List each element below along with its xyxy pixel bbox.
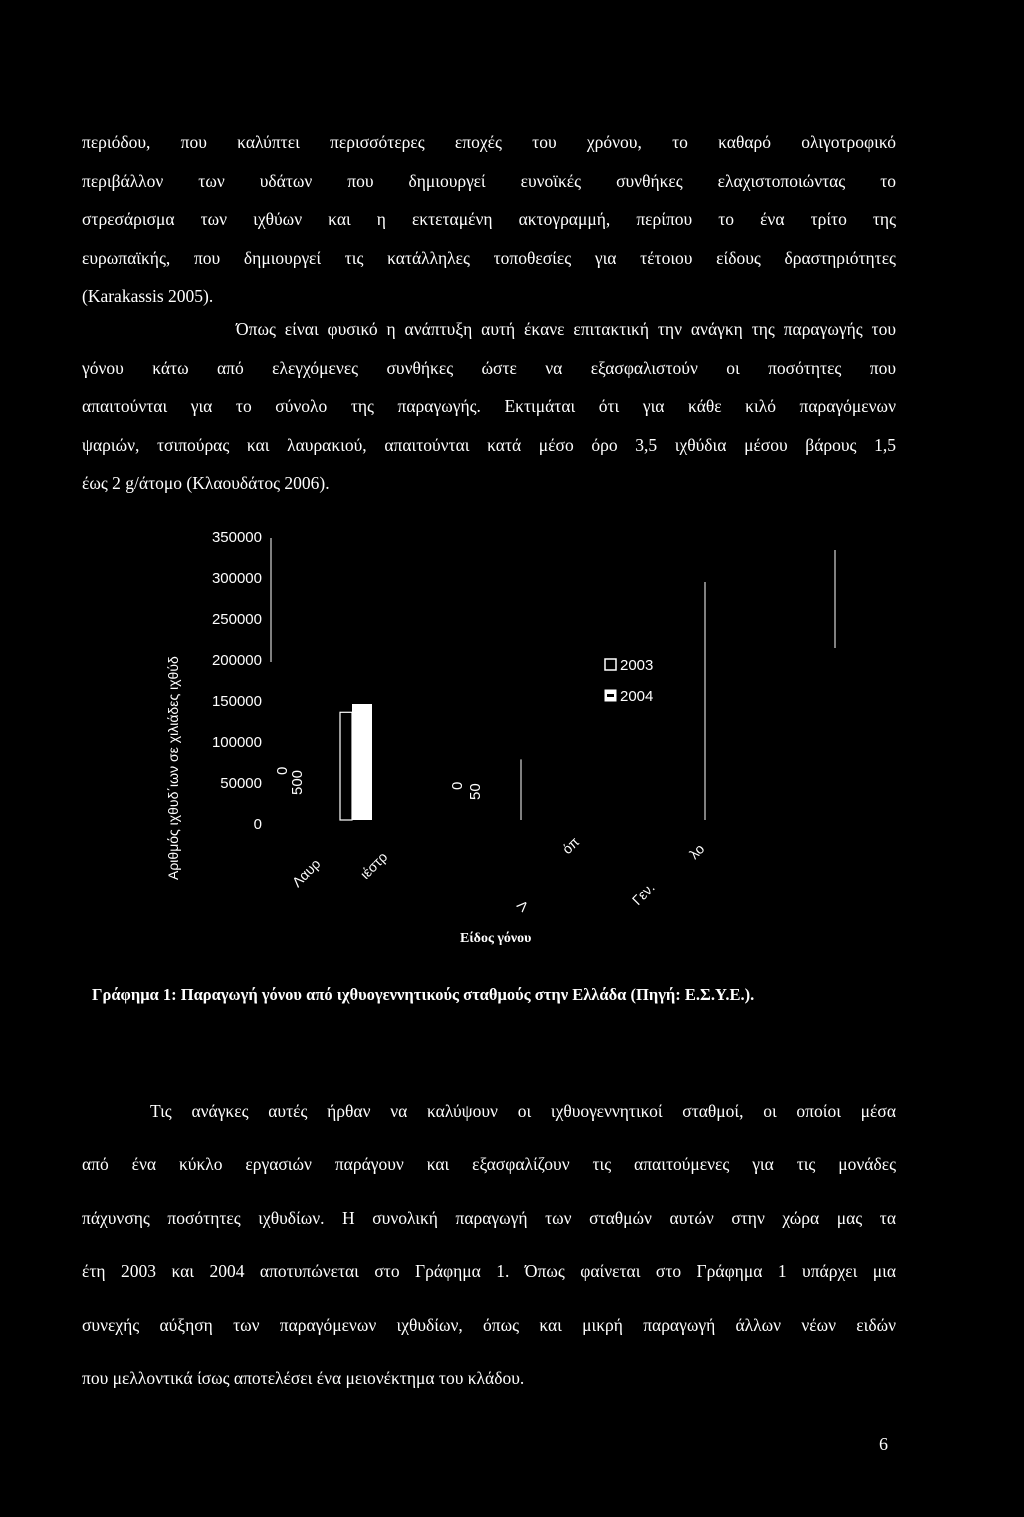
text-line: πάχυνσης ποσότητες ιχθυδίων. Η συνολική παραγωγή των σταθμών αυτών στην χώρα μας τα <box>82 1207 896 1228</box>
text-line: γόνου κάτω από ελεγχόμενες συνθήκες ώστε να εξασφαλιστούν οι ποσότητες που <box>82 357 896 378</box>
bars <box>340 704 372 820</box>
y-tick-label: 50000 <box>220 775 262 792</box>
paragraph-1 <box>82 123 896 316</box>
legend <box>605 657 653 705</box>
text-line: στρεσάρισμα των ιχθύων και η εκτεταμένη ακτογραμμή, περίπου το ένα τρίτο της <box>82 209 896 229</box>
text-line: που μελλοντικά ίσως αποτελέσει ένα μειονέκτημα του κλάδου. <box>82 1368 525 1388</box>
text-line: απαιτούνται για το σύνολο της παραγωγής. Εκτιμάται ότι για κάθε κιλό παραγόμενων <box>82 396 896 416</box>
text-line: Όπως είναι φυσικό η ανάπτυξη αυτή έκανε επιτακτική την ανάγκη της παραγωγής του <box>236 319 896 339</box>
category-label: όπ <box>558 833 583 858</box>
legend-label-2004: 2004 <box>620 688 654 705</box>
bar-2004-ιέστρ <box>352 704 372 820</box>
data-label: 500 <box>289 769 306 795</box>
paragraph-2 <box>82 310 896 503</box>
data-labels <box>274 767 484 800</box>
text-line: (Karakassis 2005). <box>82 286 214 306</box>
category-label: Λ <box>513 896 532 915</box>
text-line: ευρωπαϊκής, που δημιουργεί τις κατάλληλες τοποθεσίες για τέτοιου είδους δραστηριότητες <box>82 247 896 268</box>
category-label: Γεν. <box>628 879 658 909</box>
bar-2003-ιέστρ <box>340 712 352 820</box>
y-tick-label: 100000 <box>211 734 262 751</box>
y-tick-label: 250000 <box>211 611 262 628</box>
text-line: ψαριών, τσιπούρας και λαυρακιού, απαιτούνται κατά μέσο όρο 3,5 ιχθύδια μέσου βάρους 1,5 <box>82 434 896 455</box>
y-axis-ticks <box>212 529 262 833</box>
text-line: έως 2 g/άτομο (Κλαουδάτος 2006). <box>82 473 330 493</box>
production-chart <box>150 520 870 960</box>
paragraph-3 <box>82 1075 896 1414</box>
category-labels <box>289 833 708 915</box>
data-label: 0 <box>449 781 466 790</box>
y-axis-label: Αριθμός ιχθυδ΄ιων σε χιλιάδες ιχθύδ <box>165 656 181 880</box>
y-tick-label: 0 <box>253 816 262 833</box>
text-line: συνεχής αύξηση των παραγόμενων ιχθυδίων, όπως και μικρή παραγωγή άλλων νέων ειδών <box>82 1314 896 1335</box>
y-tick-label: 300000 <box>211 570 262 587</box>
data-label: 50 <box>467 783 484 800</box>
category-label: ιέστρ <box>356 848 391 883</box>
x-axis-label: Είδος γόνου <box>460 931 532 946</box>
text-line: περιβάλλον των υδάτων που δημιουργεί ευνοϊκές συνθήκες ελαχιστοποιώντας το <box>82 170 896 191</box>
y-tick-label: 350000 <box>211 529 262 546</box>
y-tick-label: 150000 <box>211 693 262 710</box>
text-line: περιόδου, που καλύπτει περισσότερες εποχές του χρόνου, το καθαρό ολιγοτροφικό <box>82 132 896 152</box>
category-label: Λαυρ <box>288 855 324 891</box>
y-tick-label: 200000 <box>211 652 262 669</box>
text-line: έτη 2003 και 2004 αποτυπώνεται στο Γράφημα 1. Όπως φαίνεται στο Γράφημα 1 υπάρχει μια <box>82 1261 896 1281</box>
data-label: 0 <box>274 766 291 775</box>
legend-swatch-2003 <box>605 659 616 670</box>
text-line: Τις ανάγκες αυτές ήρθαν να καλύψουν οι ιχθυογεννητικοί σταθμοί, οι οποίοι μέσα <box>150 1100 896 1121</box>
page-number: 6 <box>879 1434 888 1454</box>
text-line: από ένα κύκλο εργασιών παράγουν και εξασφαλίζουν τις απαιτούμενες για τις μονάδες <box>82 1154 896 1174</box>
legend-label-2003: 2003 <box>620 657 654 674</box>
figure-caption: Γράφημα 1: Παραγωγή γόνου από ιχθυογεννητικούς σταθμούς στην Ελλάδα (Πηγή: Ε.Σ.Υ.Ε.). <box>92 985 755 1004</box>
category-label: λο <box>685 840 708 863</box>
